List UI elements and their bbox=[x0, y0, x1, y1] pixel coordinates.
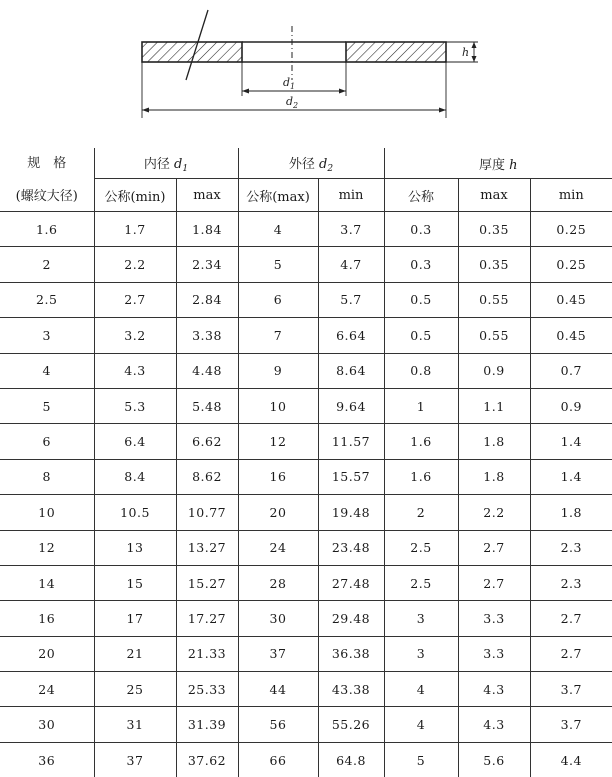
thickness-var: h bbox=[509, 158, 517, 173]
washer-right-section bbox=[346, 42, 446, 62]
outer-max-cell: 20 bbox=[238, 495, 318, 530]
washer-diagram bbox=[120, 0, 490, 140]
thickness-nominal-cell: 4 bbox=[384, 707, 458, 742]
inner-max-cell: 5.48 bbox=[176, 388, 238, 423]
inner-min-cell: 6.4 bbox=[94, 424, 176, 459]
inner-min-cell: 2.2 bbox=[94, 247, 176, 282]
inner-max-cell: 25.33 bbox=[176, 672, 238, 707]
inner-diameter-header bbox=[94, 148, 238, 179]
inner-min-cell: 17 bbox=[94, 601, 176, 636]
thread-size-cell: 8 bbox=[0, 459, 94, 494]
inner-max-cell: 21.33 bbox=[176, 636, 238, 671]
thread-size-cell: 12 bbox=[0, 530, 94, 565]
outer-max-cell: 28 bbox=[238, 565, 318, 600]
inner-max-cell: 1.84 bbox=[176, 212, 238, 247]
thickness-nominal-cell: 1.6 bbox=[384, 459, 458, 494]
thickness-max-cell: 2.7 bbox=[458, 530, 530, 565]
thread-size-cell: 4 bbox=[0, 353, 94, 388]
inner-min-cell: 25 bbox=[94, 672, 176, 707]
thickness-min-cell: 0.45 bbox=[530, 318, 612, 353]
thickness-header bbox=[384, 148, 612, 179]
table-row bbox=[0, 495, 612, 530]
thread-size-cell: 20 bbox=[0, 636, 94, 671]
inner-max-cell: 37.62 bbox=[176, 742, 238, 777]
header-row-top bbox=[0, 148, 612, 179]
thickness-nominal-header: 公称 bbox=[384, 179, 458, 212]
thickness-min-cell: 2.7 bbox=[530, 601, 612, 636]
outer-max-cell: 10 bbox=[238, 388, 318, 423]
outer-min-cell: 23.48 bbox=[318, 530, 384, 565]
svg-text:d1 bbox=[283, 76, 295, 91]
outer-max-cell: 9 bbox=[238, 353, 318, 388]
outer-min-cell: 9.64 bbox=[318, 388, 384, 423]
outer-diameter-title: 外径 bbox=[289, 157, 315, 172]
d2-subscript: 2 bbox=[292, 101, 298, 110]
thickness-min-cell: 0.9 bbox=[530, 388, 612, 423]
table-row bbox=[0, 247, 612, 282]
thickness-max-cell: 2.7 bbox=[458, 565, 530, 600]
inner-max-cell: 4.48 bbox=[176, 353, 238, 388]
thickness-nominal-cell: 4 bbox=[384, 672, 458, 707]
outer-min-cell: 29.48 bbox=[318, 601, 384, 636]
thickness-nominal-cell: 3 bbox=[384, 601, 458, 636]
table-row bbox=[0, 742, 612, 777]
thread-size-cell: 2 bbox=[0, 247, 94, 282]
inner-max-cell: 2.34 bbox=[176, 247, 238, 282]
spec-header-line2: (螺纹大径) bbox=[0, 179, 94, 212]
thread-size-cell: 1.6 bbox=[0, 212, 94, 247]
thread-size-cell: 36 bbox=[0, 742, 94, 777]
outer-min-cell: 4.7 bbox=[318, 247, 384, 282]
d1-subscript: 1 bbox=[290, 82, 295, 91]
outer-min-cell: 64.8 bbox=[318, 742, 384, 777]
thread-size-cell: 24 bbox=[0, 672, 94, 707]
inner-min-cell: 2.7 bbox=[94, 282, 176, 317]
thickness-min-cell: 0.7 bbox=[530, 353, 612, 388]
thickness-nominal-cell: 1 bbox=[384, 388, 458, 423]
inner-max-cell: 13.27 bbox=[176, 530, 238, 565]
thickness-nominal-cell: 1.6 bbox=[384, 424, 458, 459]
thickness-max-cell: 0.55 bbox=[458, 282, 530, 317]
d1-label: d bbox=[283, 76, 290, 89]
thickness-nominal-cell: 2 bbox=[384, 495, 458, 530]
inner-diameter-var: d bbox=[174, 157, 182, 172]
thickness-nominal-cell: 5 bbox=[384, 742, 458, 777]
outer-min-header: min bbox=[318, 179, 384, 212]
thickness-title: 厚度 bbox=[479, 158, 505, 173]
outer-max-cell: 7 bbox=[238, 318, 318, 353]
h-dimension-label: h bbox=[462, 46, 469, 59]
inner-min-cell: 13 bbox=[94, 530, 176, 565]
inner-min-cell: 3.2 bbox=[94, 318, 176, 353]
table-row bbox=[0, 318, 612, 353]
table-row bbox=[0, 530, 612, 565]
thread-size-cell: 16 bbox=[0, 601, 94, 636]
thickness-nominal-cell: 2.5 bbox=[384, 530, 458, 565]
inner-max-cell: 6.62 bbox=[176, 424, 238, 459]
outer-max-cell: 16 bbox=[238, 459, 318, 494]
table-row bbox=[0, 459, 612, 494]
inner-diameter-title: 内径 bbox=[144, 157, 170, 172]
thickness-max-cell: 1.8 bbox=[458, 459, 530, 494]
inner-min-cell: 15 bbox=[94, 565, 176, 600]
outer-max-cell: 66 bbox=[238, 742, 318, 777]
table-row bbox=[0, 565, 612, 600]
thickness-max-cell: 0.35 bbox=[458, 212, 530, 247]
washer-section-drawing bbox=[120, 0, 490, 140]
thickness-min-cell: 2.3 bbox=[530, 530, 612, 565]
thickness-max-cell: 0.55 bbox=[458, 318, 530, 353]
inner-max-cell: 2.84 bbox=[176, 282, 238, 317]
thickness-min-cell: 1.4 bbox=[530, 459, 612, 494]
table-body bbox=[0, 212, 612, 777]
thickness-min-cell: 0.25 bbox=[530, 212, 612, 247]
thickness-nominal-cell: 0.5 bbox=[384, 318, 458, 353]
thread-size-cell: 2.5 bbox=[0, 282, 94, 317]
outer-max-cell: 44 bbox=[238, 672, 318, 707]
thickness-min-cell: 3.7 bbox=[530, 672, 612, 707]
thickness-max-cell: 0.9 bbox=[458, 353, 530, 388]
table-row bbox=[0, 601, 612, 636]
outer-min-cell: 55.26 bbox=[318, 707, 384, 742]
thickness-nominal-cell: 0.3 bbox=[384, 247, 458, 282]
thickness-max-cell: 4.3 bbox=[458, 707, 530, 742]
thread-size-cell: 30 bbox=[0, 707, 94, 742]
outer-max-header: 公称(max) bbox=[238, 179, 318, 212]
thickness-min-cell: 2.7 bbox=[530, 636, 612, 671]
outer-min-cell: 36.38 bbox=[318, 636, 384, 671]
outer-min-cell: 6.64 bbox=[318, 318, 384, 353]
table-row bbox=[0, 424, 612, 459]
inner-min-cell: 1.7 bbox=[94, 212, 176, 247]
inner-max-cell: 31.39 bbox=[176, 707, 238, 742]
inner-min-cell: 37 bbox=[94, 742, 176, 777]
outer-diameter-sub: 2 bbox=[327, 164, 333, 174]
thickness-max-cell: 5.6 bbox=[458, 742, 530, 777]
table-row bbox=[0, 282, 612, 317]
table-row bbox=[0, 212, 612, 247]
thickness-min-cell: 0.25 bbox=[530, 247, 612, 282]
inner-min-cell: 21 bbox=[94, 636, 176, 671]
outer-min-cell: 43.38 bbox=[318, 672, 384, 707]
thickness-max-header: max bbox=[458, 179, 530, 212]
thickness-min-cell: 1.8 bbox=[530, 495, 612, 530]
inner-max-cell: 17.27 bbox=[176, 601, 238, 636]
inner-max-cell: 3.38 bbox=[176, 318, 238, 353]
inner-min-cell: 4.3 bbox=[94, 353, 176, 388]
table-row bbox=[0, 707, 612, 742]
inner-diameter-sub: 1 bbox=[182, 164, 188, 174]
thickness-nominal-cell: 3 bbox=[384, 636, 458, 671]
outer-max-cell: 4 bbox=[238, 212, 318, 247]
thread-size-cell: 5 bbox=[0, 388, 94, 423]
outer-diameter-var: d bbox=[319, 157, 327, 172]
outer-min-cell: 19.48 bbox=[318, 495, 384, 530]
inner-max-cell: 8.62 bbox=[176, 459, 238, 494]
inner-min-cell: 8.4 bbox=[94, 459, 176, 494]
table-row bbox=[0, 353, 612, 388]
outer-max-cell: 6 bbox=[238, 282, 318, 317]
thickness-nominal-cell: 0.5 bbox=[384, 282, 458, 317]
thread-size-cell: 6 bbox=[0, 424, 94, 459]
outer-max-cell: 30 bbox=[238, 601, 318, 636]
outer-min-cell: 8.64 bbox=[318, 353, 384, 388]
header-row-sub bbox=[0, 179, 612, 212]
spec-header-line1: 规 格 bbox=[0, 148, 94, 179]
thickness-nominal-cell: 2.5 bbox=[384, 565, 458, 600]
inner-min-cell: 31 bbox=[94, 707, 176, 742]
inner-max-cell: 15.27 bbox=[176, 565, 238, 600]
outer-max-cell: 37 bbox=[238, 636, 318, 671]
thickness-max-cell: 0.35 bbox=[458, 247, 530, 282]
thickness-max-cell: 2.2 bbox=[458, 495, 530, 530]
outer-min-cell: 15.57 bbox=[318, 459, 384, 494]
table-row bbox=[0, 672, 612, 707]
table-row bbox=[0, 388, 612, 423]
thickness-max-cell: 3.3 bbox=[458, 636, 530, 671]
thread-size-cell: 14 bbox=[0, 565, 94, 600]
thickness-max-cell: 3.3 bbox=[458, 601, 530, 636]
thickness-min-cell: 3.7 bbox=[530, 707, 612, 742]
outer-min-cell: 11.57 bbox=[318, 424, 384, 459]
outer-diameter-header bbox=[238, 148, 384, 179]
outer-min-cell: 5.7 bbox=[318, 282, 384, 317]
thickness-min-cell: 4.4 bbox=[530, 742, 612, 777]
table-row bbox=[0, 636, 612, 671]
thickness-min-cell: 2.3 bbox=[530, 565, 612, 600]
inner-min-cell: 5.3 bbox=[94, 388, 176, 423]
inner-max-cell: 10.77 bbox=[176, 495, 238, 530]
inner-max-header: max bbox=[176, 179, 238, 212]
thickness-nominal-cell: 0.3 bbox=[384, 212, 458, 247]
outer-min-cell: 27.48 bbox=[318, 565, 384, 600]
thickness-max-cell: 1.1 bbox=[458, 388, 530, 423]
thread-size-cell: 10 bbox=[0, 495, 94, 530]
thickness-min-cell: 0.45 bbox=[530, 282, 612, 317]
thickness-min-cell: 1.4 bbox=[530, 424, 612, 459]
outer-max-cell: 24 bbox=[238, 530, 318, 565]
inner-min-header: 公称(min) bbox=[94, 179, 176, 212]
thread-size-cell: 3 bbox=[0, 318, 94, 353]
washer-spec-table bbox=[0, 148, 612, 777]
outer-max-cell: 5 bbox=[238, 247, 318, 282]
thickness-max-cell: 4.3 bbox=[458, 672, 530, 707]
outer-max-cell: 56 bbox=[238, 707, 318, 742]
thickness-nominal-cell: 0.8 bbox=[384, 353, 458, 388]
thickness-min-header: min bbox=[530, 179, 612, 212]
thickness-max-cell: 1.8 bbox=[458, 424, 530, 459]
outer-max-cell: 12 bbox=[238, 424, 318, 459]
svg-text:d2 bbox=[286, 95, 298, 110]
outer-min-cell: 3.7 bbox=[318, 212, 384, 247]
inner-min-cell: 10.5 bbox=[94, 495, 176, 530]
d2-label: d bbox=[286, 95, 293, 108]
